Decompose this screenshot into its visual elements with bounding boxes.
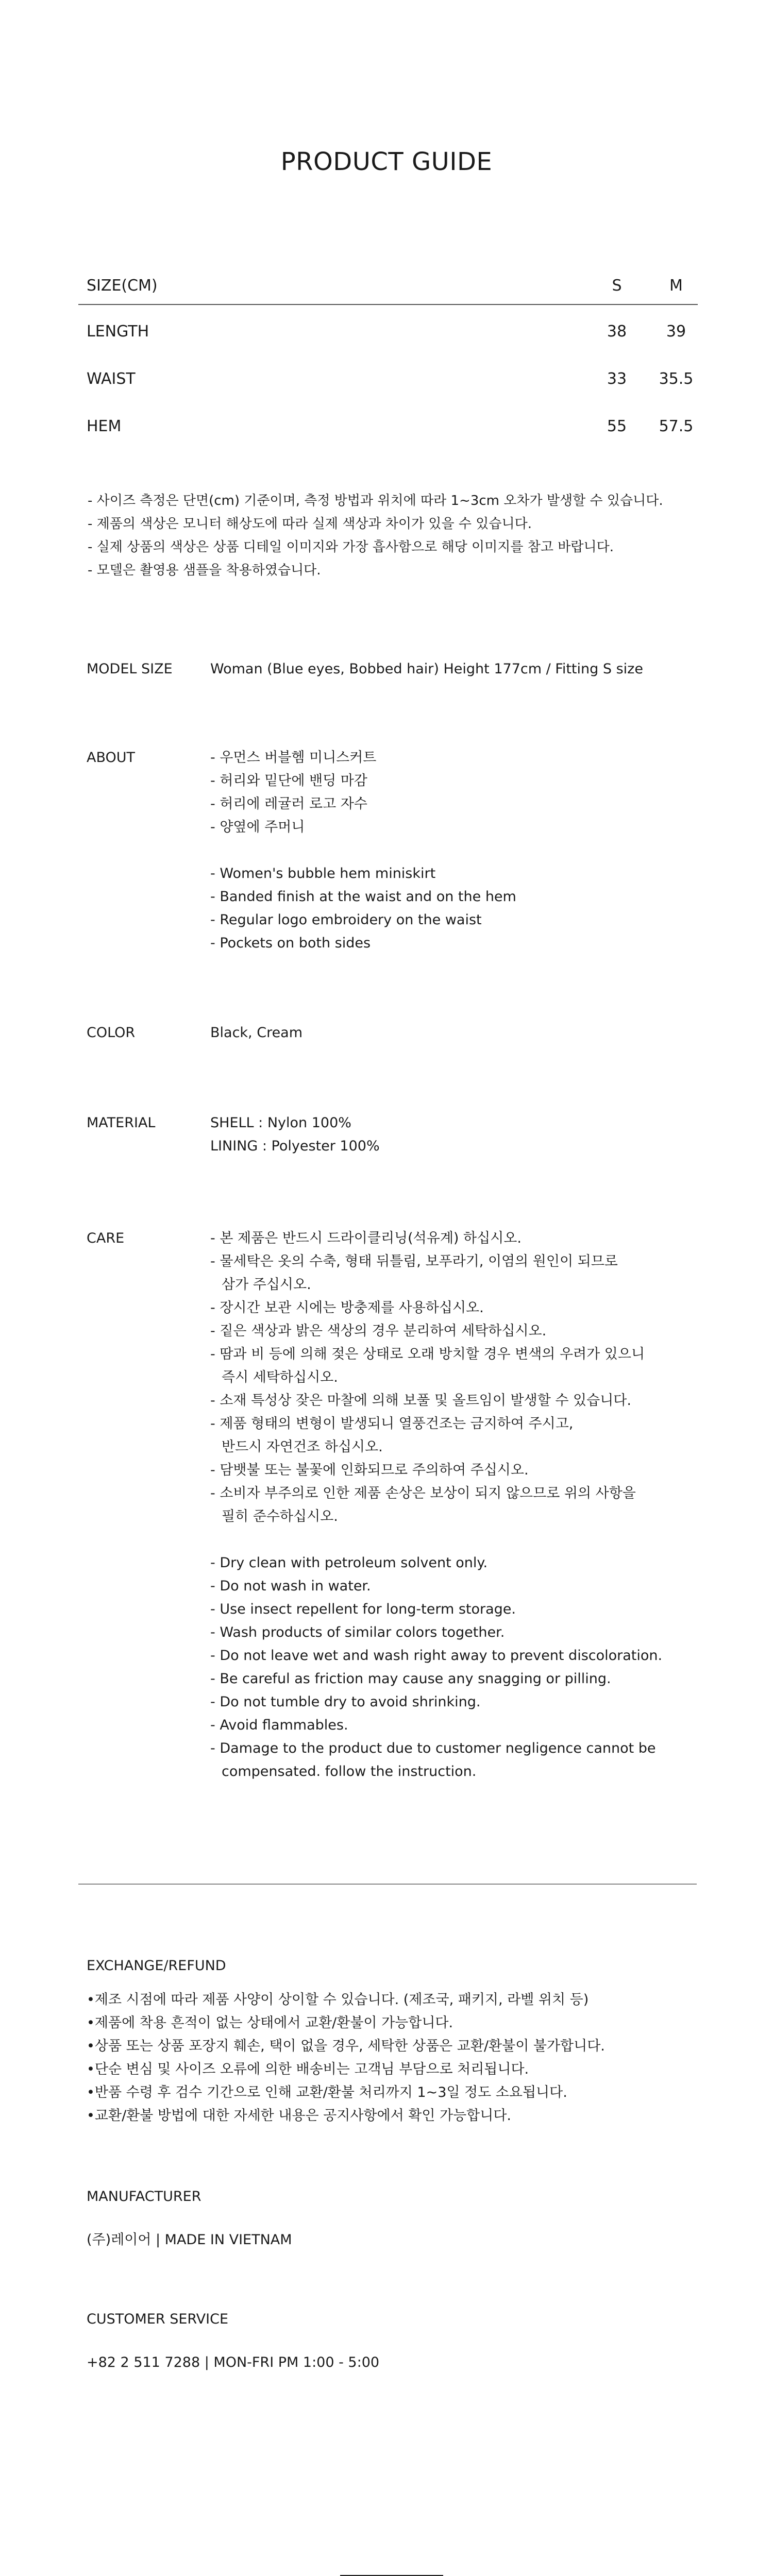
exchange-line: •교환/환불 방법에 대한 자세한 내용은 공지사항에서 확인 가능합니다. <box>87 2108 511 2124</box>
about-line: - Women's bubble hem miniskirt <box>210 866 436 882</box>
care-line: - Do not tumble dry to avoid shrinking. <box>210 1694 481 1710</box>
care-line: - Do not wash in water. <box>210 1578 371 1594</box>
exchange-line: •제조 시점에 따라 제품 사양이 상이할 수 있습니다. (제조국, 패키지, 라벨 위치 등) <box>87 1992 589 2008</box>
exchange-line: •상품 또는 상품 포장지 훼손, 택이 없을 경우, 세탁한 상품은 교환/환불이 불가합니다. <box>87 2038 605 2054</box>
manufacturer-title: MANUFACTURER <box>87 2189 201 2205</box>
care-line: - Wash products of similar colors together. <box>210 1624 505 1640</box>
care-line: 필히 준수하십시오. <box>222 1509 338 1524</box>
table-row <box>78 305 698 352</box>
care-line: - 물세탁은 옷의 수축, 형태 뒤틀림, 보푸라기, 이염의 원인이 되므로 <box>210 1253 618 1269</box>
care-line: 삼가 주십시오. <box>222 1277 311 1293</box>
care-line: - 소비자 부주의로 인한 제품 손상은 보상이 되지 않으므로 위의 사항을 <box>210 1485 636 1501</box>
care-line: - 장시간 보관 시에는 방충제를 사용하십시오. <box>210 1300 484 1316</box>
customer-service-title: CUSTOMER SERVICE <box>87 2311 229 2327</box>
about-label: ABOUT <box>87 750 136 766</box>
about-line: - 우먼스 버블헴 미니스커트 <box>210 750 377 766</box>
care-body <box>210 1227 662 1783</box>
material-line: SHELL : Nylon 100% <box>210 1115 351 1131</box>
manufacturer-section <box>87 2189 292 2251</box>
about-line: - 허리와 밑단에 밴딩 마감 <box>210 773 367 789</box>
care-line: - Dry clean with petroleum solvent only. <box>210 1555 488 1571</box>
about-line: - 양옆에 주머니 <box>210 819 305 835</box>
about-line: - Regular logo embroidery on the waist <box>210 912 482 928</box>
material-line: LINING : Polyester 100% <box>210 1138 380 1154</box>
customer-service-section <box>87 2311 379 2374</box>
care-line: - 소재 특성상 잦은 마찰에 의해 보풀 및 올트임이 발생할 수 있습니다. <box>210 1393 631 1409</box>
exchange-refund-section <box>87 1958 605 2127</box>
table-row <box>78 400 698 447</box>
care-line: 반드시 자연건조 하십시오. <box>222 1439 383 1455</box>
row-value-m: 57.5 <box>659 417 694 435</box>
exchange-title: EXCHANGE/REFUND <box>87 1958 226 1974</box>
row-label: WAIST <box>87 370 136 388</box>
care-line: - 짙은 색상과 밝은 색상의 경우 분리하여 세탁하십시오. <box>210 1323 547 1339</box>
row-value-m: 39 <box>666 323 686 341</box>
about-line: - 허리에 레귤러 로고 자수 <box>210 796 367 812</box>
size-table <box>78 268 698 447</box>
care-line: - 본 제품은 반드시 드라이클리닝(석유계) 하십시오. <box>210 1230 522 1246</box>
row-label: LENGTH <box>87 323 149 341</box>
care-line: - Damage to the product due to customer negligence cannot be <box>210 1740 656 1756</box>
care-line: compensated. follow the instruction. <box>222 1764 477 1780</box>
row-label: HEM <box>87 417 122 435</box>
section-divider <box>78 1884 697 1885</box>
material-body <box>210 1111 380 1158</box>
row-value-s: 33 <box>607 370 627 388</box>
size-header-m: M <box>669 277 683 295</box>
exchange-line: •제품에 착용 흔적이 없는 상태에서 교환/환불이 가능합니다. <box>87 2015 453 2031</box>
size-header-s: S <box>612 277 622 295</box>
care-line: 즉시 세탁하십시오. <box>222 1369 338 1385</box>
care-line: - Do not leave wet and wash right away to prevent discoloration. <box>210 1648 663 1664</box>
model-size-label: MODEL SIZE <box>87 661 173 677</box>
about-body <box>210 746 516 955</box>
row-value-m: 35.5 <box>659 370 694 388</box>
about-line: - Banded finish at the waist and on the hem <box>210 889 516 905</box>
care-line: - 땀과 비 등에 의해 젖은 상태로 오래 방치할 경우 변색의 우려가 있으니 <box>210 1346 645 1362</box>
size-header-label: SIZE(CM) <box>87 277 158 295</box>
material-label: MATERIAL <box>87 1115 156 1131</box>
page-title: PRODUCT GUIDE <box>280 147 493 176</box>
manufacturer-value: (주)레이어 | MADE IN VIETNAM <box>87 2232 292 2248</box>
exchange-lines <box>87 1988 605 2127</box>
color-label: COLOR <box>87 1025 136 1041</box>
note-line: - 실제 상품의 색상은 상품 디테일 이미지와 가장 흡사함으로 해당 이미지를 참고 바랍니다. <box>88 539 614 555</box>
care-line: - Avoid flammables. <box>210 1717 348 1733</box>
exchange-line: •반품 수령 후 검수 기간으로 인해 교환/환불 처리까지 1~3일 정도 소요됩니다. <box>87 2084 567 2100</box>
model-size-value: Woman (Blue eyes, Bobbed hair) Height 177cm / Fitting S size <box>210 661 643 677</box>
care-en-list <box>210 1551 662 1783</box>
exchange-line: •단순 변심 및 사이즈 오류에 의한 배송비는 고객님 부담으로 처리됩니다. <box>87 2061 529 2077</box>
care-line: - 담뱃불 또는 불꽃에 인화되므로 주의하여 주십시오. <box>210 1462 529 1478</box>
table-row <box>78 352 698 400</box>
size-table-header <box>78 268 698 305</box>
care-line: - Use insect repellent for long-term storage. <box>210 1601 516 1617</box>
about-line: - Pockets on both sides <box>210 935 371 951</box>
color-value: Black, Cream <box>210 1025 303 1041</box>
size-notes <box>88 489 663 582</box>
note-line: - 제품의 색상은 모니터 해상도에 따라 실제 색상과 차이가 있을 수 있습니다. <box>88 516 532 532</box>
row-value-s: 38 <box>607 323 627 341</box>
care-line: - Be careful as friction may cause any snagging or pilling. <box>210 1671 611 1687</box>
customer-service-value: +82 2 511 7288 | MON-FRI PM 1:00 - 5:00 <box>87 2354 380 2370</box>
care-line: - 제품 형태의 변형이 발생되니 열풍건조는 금지하여 주시고, <box>210 1416 574 1432</box>
note-line: - 사이즈 측정은 단면(cm) 기준이며, 측정 방법과 위치에 따라 1~3cm 오차가 발생할 수 있습니다. <box>88 493 663 509</box>
care-label: CARE <box>87 1230 125 1246</box>
note-line: - 모델은 촬영용 샘플을 착용하였습니다. <box>88 563 321 578</box>
row-value-s: 55 <box>607 417 627 435</box>
care-ko-list <box>210 1227 662 1528</box>
